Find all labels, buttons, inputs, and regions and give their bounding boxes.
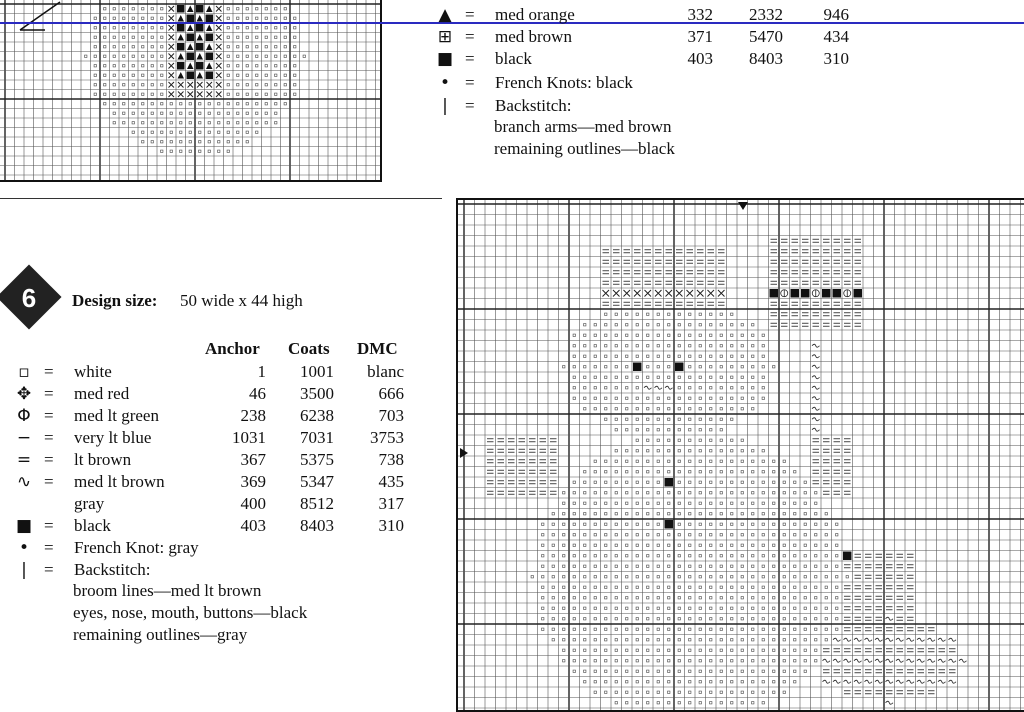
- coats-value: 5375: [300, 450, 334, 469]
- coats-value: 8403: [300, 516, 334, 535]
- snowman-chart-grid: [458, 200, 1024, 710]
- color-name: med lt brown: [74, 472, 165, 491]
- dmc-value: 434: [823, 27, 849, 46]
- theta-icon: Φ: [17, 406, 31, 426]
- coats-value: 8512: [300, 494, 334, 513]
- header-dmc: DMC: [357, 339, 398, 358]
- color-name: med orange: [495, 5, 575, 24]
- anchor-value: 400: [240, 494, 266, 513]
- top-chart-grid: [0, 0, 380, 180]
- coats-value: 5470: [749, 27, 783, 46]
- anchor-value: 367: [240, 450, 266, 469]
- anchor-value: 332: [687, 5, 713, 24]
- design-legend-row: ■ = black 403 8403 310: [16, 516, 404, 536]
- design-backstitch-line-2: eyes, nose, mouth, buttons—black: [73, 603, 308, 622]
- anchor-value: 238: [240, 406, 266, 425]
- design-backstitch-line-3: remaining outlines—gray: [73, 625, 248, 644]
- coats-value: 7031: [300, 428, 334, 447]
- anchor-value: 1: [257, 362, 266, 381]
- dmc-value: 703: [378, 406, 404, 425]
- diamond-cross-icon: ✥: [16, 384, 32, 404]
- anchor-value: 371: [687, 27, 713, 46]
- bullet-icon: •: [18, 538, 30, 558]
- design-legend-row: − = very lt blue 1031 7031 3753: [16, 428, 404, 448]
- coats-value: 8403: [749, 49, 783, 68]
- filled-square-icon: ■: [437, 49, 454, 69]
- section-divider: [0, 198, 442, 199]
- color-name: med lt green: [74, 406, 159, 425]
- header-coats: Coats: [288, 339, 330, 358]
- coats-value: 2332: [749, 5, 783, 24]
- design-legend-row: = = lt brown 367 5375 738: [16, 450, 404, 470]
- color-name: very lt blue: [74, 428, 152, 447]
- coats-value: 6238: [300, 406, 334, 425]
- design-size-label: Design size:: [72, 291, 158, 310]
- color-name: black: [74, 516, 111, 535]
- dash-icon: −: [16, 428, 32, 448]
- top-backstitch-line-2: remaining outlines—black: [494, 139, 675, 158]
- wave-icon: ∿: [16, 472, 32, 492]
- design-size-value: 50 wide x 44 high: [180, 291, 303, 310]
- dmc-value: 3753: [370, 428, 404, 447]
- coats-value: 1001: [300, 362, 334, 381]
- color-name: med red: [74, 384, 130, 403]
- color-name: black: [495, 49, 532, 68]
- top-legend-row: ▲ = med orange 332 2332 946: [438, 5, 849, 25]
- top-legend-row: ■ = black 403 8403 310: [437, 49, 849, 69]
- anchor-value: 403: [687, 49, 713, 68]
- design-legend-row: [16, 493, 416, 515]
- coats-value: 5347: [300, 472, 334, 491]
- dmc-value: 310: [823, 49, 849, 68]
- top-chart: [0, 0, 382, 182]
- anchor-value: 1031: [232, 428, 266, 447]
- header-anchor: Anchor: [205, 339, 260, 358]
- color-name: gray: [74, 494, 105, 513]
- design-legend-row: ▫ = white 1 1001 blanc: [16, 361, 416, 383]
- dmc-value: 738: [378, 450, 404, 469]
- vertical-bar-icon: |: [21, 560, 27, 580]
- design-backstitch-line-1: broom lines—med lt brown: [73, 581, 262, 600]
- vertical-bar-icon: |: [442, 96, 448, 116]
- coats-value: 3500: [300, 384, 334, 403]
- triangle-icon: ▲: [438, 5, 452, 25]
- anchor-value: 46: [249, 384, 266, 403]
- dot-square-icon: ▫: [18, 362, 30, 382]
- bullet-icon: •: [439, 73, 451, 93]
- dmc-value: 666: [378, 384, 404, 403]
- snowman-chart: [456, 198, 1024, 712]
- design-number: 6: [21, 283, 37, 313]
- boxed-plus-icon: ⊞: [437, 27, 453, 47]
- color-name: lt brown: [74, 450, 132, 469]
- dmc-value: blanc: [367, 362, 404, 381]
- dmc-value: 317: [378, 494, 404, 513]
- filled-square-icon: ■: [16, 516, 33, 536]
- dmc-value: 310: [378, 516, 404, 535]
- double-dash-icon: =: [16, 450, 32, 470]
- anchor-value: 369: [240, 472, 266, 491]
- top-backstitch-line-1: branch arms—med brown: [494, 117, 672, 136]
- anchor-value: 403: [240, 516, 266, 535]
- top-legend-row: ⊞ = med brown 371 5470 434: [437, 27, 849, 47]
- color-name: white: [74, 362, 112, 381]
- design-legend-row: ∿ = med lt brown 369 5347 435: [16, 472, 404, 492]
- design-legend-row: ✥ = med red 46 3500 666: [16, 384, 404, 404]
- design-legend-row: Φ = med lt green 238 6238 703: [17, 406, 404, 426]
- dmc-value: 435: [378, 472, 404, 491]
- color-name: med brown: [495, 27, 572, 46]
- dmc-value: 946: [823, 5, 849, 24]
